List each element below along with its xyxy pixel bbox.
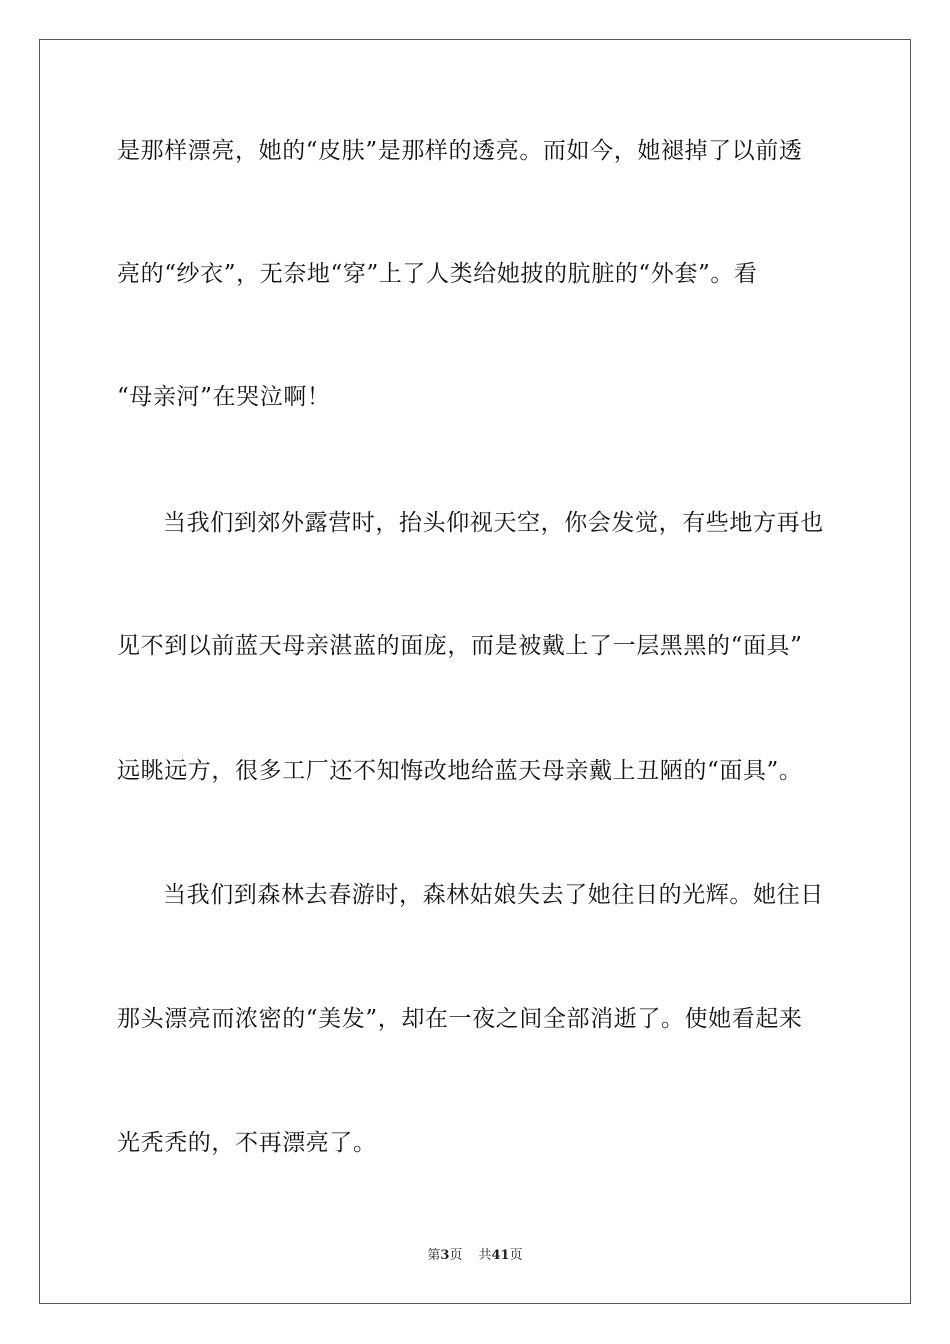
- paragraph-line-1: 是那样漂亮，她的“皮肤”是那样的透亮。而如今，她褪掉了以前透: [117, 138, 803, 164]
- page-prefix: 第: [427, 1248, 441, 1263]
- page-suffix: 页: [449, 1248, 463, 1263]
- page-number: 3: [440, 1248, 450, 1263]
- paragraph-line-5: 见不到以前蓝天母亲湛蓝的面庞，而是被戴上了一层黑黑的“面具”: [117, 633, 803, 659]
- paragraph-line-8: 那头漂亮而浓密的“美发”，却在一夜之间全部消逝了。使她看起来: [117, 1006, 803, 1032]
- paragraph-line-4: 当我们到郊外露营时，抬头仰视天空，你会发觉，有些地方再也: [163, 510, 824, 536]
- page-border: [39, 39, 911, 1304]
- paragraph-line-7: 当我们到森林去春游时，森林姑娘失去了她往日的光辉。她往日: [163, 882, 824, 908]
- paragraph-line-6: 远眺远方，很多工厂还不知悔改地给蓝天母亲戴上丑陋的“面具”。: [117, 758, 803, 784]
- paragraph-line-9: 光秃秃的，不再漂亮了。: [117, 1130, 377, 1156]
- paragraph-line-3: “母亲河”在哭泣啊！: [117, 384, 331, 410]
- total-pages: 41: [491, 1248, 510, 1263]
- page-footer: [0, 1247, 950, 1265]
- total-suffix: 页: [509, 1248, 523, 1263]
- paragraph-line-2: 亮的“纱衣”，无奈地“穿”上了人类给她披的肮脏的“外套”。看: [117, 261, 758, 287]
- total-prefix: 共: [478, 1248, 492, 1263]
